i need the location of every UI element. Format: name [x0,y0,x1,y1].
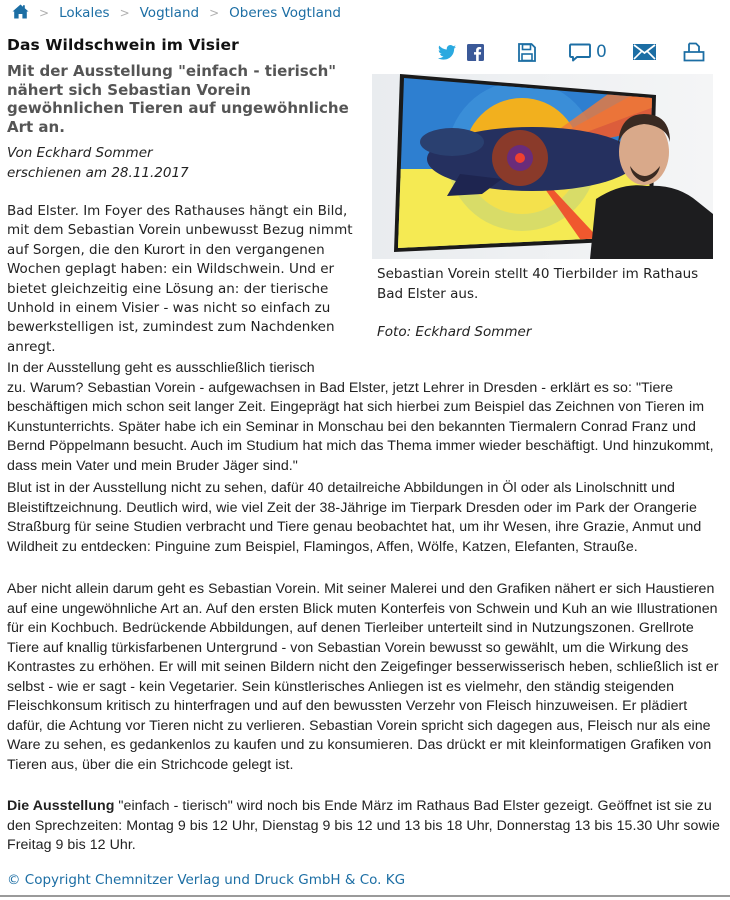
photo-credit: Foto: Eckhard Sommer [377,324,532,340]
breadcrumb-item-lokales[interactable]: Lokales [59,5,110,21]
article-title: Das Wildschwein im Visier [7,36,239,54]
facebook-share-button[interactable] [467,40,484,64]
copyright-link[interactable]: © Copyright Chemnitzer Verlag und Druck GmbH & Co. KG [7,872,406,888]
comments-button[interactable] [569,40,607,64]
share-toolbar [438,40,718,64]
mail-icon [633,44,656,60]
print-button[interactable] [683,40,705,64]
paragraph-first-line: In der Ausstellung geht es ausschließlich tierisch [7,360,315,376]
byline [7,144,189,183]
photo-caption-block [377,265,717,343]
breadcrumb-item-oberes-vogtland[interactable]: Oberes Vogtland [229,5,341,21]
author: Von Eckhard Sommer [7,145,153,161]
breadcrumb-item-vogtland[interactable]: Vogtland [139,5,200,21]
chevron-right-icon: > [39,6,50,20]
save-button[interactable] [518,40,536,64]
home-icon [12,4,29,19]
chevron-right-icon: > [209,6,220,20]
exhibition-details: "einfach - tierisch" wird noch bis Ende März im Rathaus Bad Elster gezeigt. Geöffnet ist sie zu den Sprechzeiten: Montag 9 bis 12 Uhr, Dienstag 9 bis 12 und 13 bis 18 Uhr, Donnerstag 13 bis 15.30 Uhr sowie Freitag 9 bis 12 Uhr. [7,798,720,853]
comment-icon [569,43,591,62]
article-photo[interactable] [372,74,713,259]
paragraph-text: zu. Warum? Sebastian Vorein - aufgewachsen in Bad Elster, jetzt Lehrer in Dresden - erklärt es so: "Tiere beschäftigen mich schon seit langer Zeit. Eingeprägt hat sich hierbei zum Beispiel das Zeichnen von Tieren im Kunstunterrichts. Später habe ich ein Seminar in Monschau bei den bekannten Tiermalern Conrad Franz und Bernd Pöppelmann besucht. Auch im Studium hat mich das Thema immer wieder beschäftigt. Und hinzukommt, dass mein Vater und mein Bruder Jäger sind." [7,379,714,474]
article-subtitle: Mit der Ausstellung "einfach - tierisch" nähert sich Sebastian Vorein gewöhnlichen Tieren auf ungewöhnliche Art an. [7,62,349,136]
email-share-button[interactable] [633,40,656,64]
save-icon [518,43,536,62]
exhibition-label: Die Ausstellung [7,798,115,814]
publish-date: erschienen am 28.11.2017 [7,164,189,181]
photo-caption: Sebastian Vorein stellt 40 Tierbilder im Rathaus Bad Elster aus. [377,266,699,302]
twitter-icon [438,45,456,60]
article-paragraph-exhibition-info [7,797,722,856]
article-paragraph [7,359,722,476]
article-paragraph: Blut ist in der Ausstellung nicht zu sehen, dafür 40 detailreiche Abbildungen in Öl oder als Linolschnitt und Bleistiftzeichnung. Deutlich wird, wie viel Zeit der 38-Jährige im Tierpark Dresden oder im Park der Orangerie Straßburg für seine Studien verbracht und Tiere genau beobachtet hat, um ihr Wesen, ihre Grazie, Anmut und Wildheit zu entdecken: Pinguine zum Beispiel, Flamingos, Affen, Wölfe, Katzen, Elefanten, Strauße. [7,480,702,555]
article-paragraph: Aber nicht allein darum geht es Sebastian Vorein. Mit seiner Malerei und den Grafiken nähert er sich Haustieren auf eine ungewöhnliche Art an. Auf den ersten Blick muten Konterfeis von Schwein und Kuh an wie Illustrationen für ein Kochbuch. Bedrückende Abbildungen, auf denen Tierleiber unterteilt sind in Nutzungszonen. Grellrote Tiere auf knallig türkisfarbenen Untergrund - von Sebastian Vorein bewusst so gewählt, um die Wirkung des Kontrastes zu erhöhen. Er will mit seinen Bildern nicht den Zeigefinger besserwisserisch heben, schließlich ist er selbst - wie er sagt - kein Vegetarier. Sein künstlerisches Anliegen ist es vielmehr, den ständig steigenden Fleischkonsum kritisch zu hinterfragen und auf den bewussten Verzehr von Fleisch hinzuweisen. Er plädiert dafür, die Achtung vor Tieren nicht zu verlieren. Sebastian Vorein spricht sich dagegen aus, Fleisch nur als eine Ware zu sehen, es gedankenlos zu kaufen und zu konsumieren. Das drückt er mit kleinformatigen Grafiken von Tieren aus, über die ein Strichcode gelegt ist. [7,581,719,773]
print-icon [683,42,705,62]
twitter-share-button[interactable] [438,40,456,64]
breadcrumb [12,3,341,23]
painting-photo [372,74,713,259]
home-link[interactable] [12,4,29,23]
footer-divider [0,895,730,897]
article-lead: Bad Elster. Im Foyer des Rathauses hängt ein Bild, mit dem Sebastian Vorein unbewusst Bezug nimmt auf Sorgen, die den Kurort in den vergangenen Wochen geplagt haben: ein Wildschwein. Und er bietet gleichzeitig eine Lösung an: der tierische Unhold in einem Visier - was nicht so einfach zu bewerkstelligen ist, zumindest zum Nachdenken anregt. [7,203,353,355]
facebook-icon [467,44,484,61]
chevron-right-icon: > [119,6,130,20]
comment-count: 0 [596,42,607,62]
